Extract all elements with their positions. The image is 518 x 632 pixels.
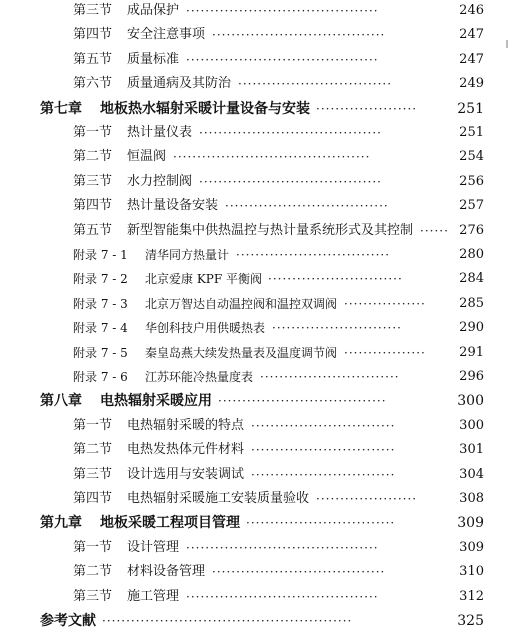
toc-entry-title: 秦皇岛燕大续发热量表及温度调节阀 bbox=[145, 345, 338, 360]
toc-dot-leader: ········································· bbox=[173, 150, 371, 165]
toc-entry-number: 第六节 bbox=[73, 76, 113, 92]
toc-chapter-row bbox=[0, 390, 518, 412]
toc-entry-number: 第七章 bbox=[40, 100, 82, 117]
toc-page-number: 291 bbox=[459, 344, 484, 360]
toc-dot-leader: ················· bbox=[344, 345, 426, 360]
toc-dot-leader: ······························ bbox=[251, 443, 396, 458]
toc-dot-leader: ········································ bbox=[186, 589, 379, 604]
toc-page-number: 284 bbox=[459, 271, 484, 287]
toc-page-number: 256 bbox=[459, 173, 484, 189]
toc-entry-title: 设计管理 bbox=[127, 539, 180, 555]
toc-page-number: 254 bbox=[459, 149, 484, 165]
toc-dot-leader: ····················· bbox=[316, 101, 418, 116]
toc-page-number: 301 bbox=[459, 442, 484, 458]
toc-entry-title: 新型智能集中供热温控与热计量系统形式及其控制 bbox=[127, 222, 414, 238]
toc-entry-title: 北京爱康 KPF 平衡阀 bbox=[145, 272, 262, 287]
toc-entry-title: 电热辐射采暖的特点 bbox=[127, 417, 245, 433]
toc-entry-number: 第三节 bbox=[73, 3, 113, 18]
toc-entry-title: 参考文献 bbox=[40, 613, 96, 629]
toc-chapter-row bbox=[0, 98, 518, 120]
toc-entry-number: 第五节 bbox=[73, 51, 113, 67]
toc-entry-title: 华创科技户用供暖热表 bbox=[145, 321, 266, 336]
toc-page-number: 296 bbox=[459, 369, 484, 384]
toc-entry-row bbox=[0, 586, 518, 608]
toc-page-number: 308 bbox=[459, 491, 484, 506]
toc-page-number: 247 bbox=[459, 27, 484, 43]
toc-entry-row bbox=[0, 73, 518, 95]
toc-entry-number: 第八章 bbox=[40, 393, 82, 410]
toc-entry-number: 第九章 bbox=[40, 515, 82, 532]
toc-dot-leader: ······························· bbox=[246, 516, 396, 531]
toc-entry-row bbox=[0, 342, 518, 364]
toc-page-number: 257 bbox=[459, 198, 484, 214]
toc-dot-leader: ···································· bbox=[212, 28, 386, 43]
toc-entry-number: 附录 7 - 2 bbox=[73, 272, 128, 287]
toc-entry-title: 水力控制阀 bbox=[127, 173, 193, 189]
toc-dot-leader: ···································· bbox=[212, 565, 386, 580]
toc-page-number: 247 bbox=[459, 51, 484, 67]
toc-page-number: 290 bbox=[459, 320, 484, 336]
toc-entry-row bbox=[0, 488, 518, 510]
toc-entry-row bbox=[0, 415, 518, 437]
toc-entry-title: 电热辐射采暖应用 bbox=[100, 393, 212, 410]
toc-entry-title: 设计选用与安装调试 bbox=[127, 466, 245, 482]
toc-page-number: 249 bbox=[459, 76, 484, 92]
toc-entry-row bbox=[0, 49, 518, 71]
toc-page-number: 304 bbox=[459, 466, 484, 482]
toc-entry-title: 质量通病及其防治 bbox=[127, 76, 232, 92]
toc-entry-number: 第三节 bbox=[73, 588, 113, 604]
toc-entry-row bbox=[0, 220, 518, 242]
toc-page-number: 325 bbox=[457, 613, 484, 629]
toc-entry-title: 热计量设备安装 bbox=[127, 198, 219, 214]
toc-entry-number: 第二节 bbox=[73, 149, 113, 165]
toc-entry-number: 第二节 bbox=[73, 564, 113, 580]
toc-entry-number: 第四节 bbox=[73, 491, 113, 506]
toc-dot-leader: ······································ bbox=[199, 126, 382, 140]
toc-page-number: 285 bbox=[459, 295, 484, 311]
toc-entry-title: 地板采暖工程项目管理 bbox=[100, 515, 240, 532]
toc-entry-number: 附录 7 - 6 bbox=[73, 370, 128, 384]
toc-entry-title: 电热辐射采暖施工安装质量验收 bbox=[127, 491, 310, 506]
toc-entry-row bbox=[0, 439, 518, 461]
toc-page-number: 251 bbox=[457, 100, 484, 117]
toc-dot-leader: ································ bbox=[236, 248, 391, 262]
toc-entry-number: 第三节 bbox=[73, 466, 113, 482]
toc-entry-number: 附录 7 - 4 bbox=[73, 321, 128, 336]
toc-entry-row bbox=[0, 561, 518, 583]
toc-dot-leader: ·································· bbox=[225, 199, 389, 214]
toc-page-number: 312 bbox=[459, 588, 484, 604]
toc-dot-leader: ····························· bbox=[260, 370, 400, 384]
toc-dot-leader: ······························ bbox=[251, 418, 396, 433]
toc-dot-leader: ················· bbox=[344, 296, 426, 311]
toc-page-number: 246 bbox=[459, 3, 484, 18]
toc-entry-title: 电热发热体元件材料 bbox=[127, 442, 245, 458]
toc-entry-number: 第五节 bbox=[73, 222, 113, 238]
toc-entry-number: 第二节 bbox=[73, 442, 113, 458]
toc-dot-leader: ···················································· bbox=[102, 614, 353, 628]
toc-page-number: 280 bbox=[459, 247, 484, 262]
toc-entry-row bbox=[0, 317, 518, 339]
toc-entry-title: 成品保护 bbox=[127, 3, 180, 18]
toc-page-number: 276 bbox=[459, 222, 484, 238]
toc-entry-number: 第四节 bbox=[73, 27, 113, 43]
toc-references-row bbox=[0, 610, 518, 632]
toc-entry-number: 附录 7 - 1 bbox=[73, 248, 128, 262]
toc-dot-leader: ································ bbox=[238, 77, 393, 92]
toc-entry-row bbox=[0, 244, 518, 266]
toc-entry-row bbox=[0, 24, 518, 46]
toc-page-number: 309 bbox=[459, 539, 484, 555]
toc-entry-row bbox=[0, 366, 518, 388]
toc-page-number: 251 bbox=[459, 125, 484, 140]
toc-entry-title: 材料设备管理 bbox=[127, 564, 206, 580]
toc-dot-leader: ··························· bbox=[272, 321, 402, 336]
toc-entry-title: 施工管理 bbox=[127, 588, 180, 604]
toc-entry-number: 附录 7 - 5 bbox=[73, 345, 128, 360]
toc-entry-row bbox=[0, 293, 518, 315]
toc-entry-row bbox=[0, 122, 518, 144]
toc-entry-number: 附录 7 - 3 bbox=[73, 296, 128, 311]
toc-entry-row bbox=[0, 0, 518, 22]
toc-dot-leader: ······························ bbox=[251, 467, 396, 482]
toc-entry-row bbox=[0, 464, 518, 486]
toc-page-number: 310 bbox=[459, 564, 484, 580]
toc-dot-leader: ········································ bbox=[186, 540, 379, 555]
toc-entry-row bbox=[0, 146, 518, 168]
toc-entry-title: 热计量仪表 bbox=[127, 125, 193, 140]
toc-entry-row bbox=[0, 195, 518, 217]
toc-entry-number: 第一节 bbox=[73, 125, 113, 140]
toc-entry-row bbox=[0, 171, 518, 193]
toc-entry-title: 恒温阀 bbox=[127, 149, 167, 165]
toc-entry-number: 第四节 bbox=[73, 198, 113, 214]
toc-page-number: 300 bbox=[457, 393, 484, 410]
toc-entry-title: 质量标准 bbox=[127, 51, 180, 67]
toc-dot-leader: ········································ bbox=[186, 52, 379, 67]
toc-dot-leader: ··································· bbox=[218, 394, 387, 409]
toc-entry-title: 北京万智达自动温控阀和温控双调阀 bbox=[145, 296, 338, 311]
toc-dot-leader: ···························· bbox=[268, 272, 403, 287]
toc-entry-title: 安全注意事项 bbox=[127, 27, 206, 43]
toc-entry-number: 第一节 bbox=[73, 417, 113, 433]
toc-entry-title: 江苏环能冷热量度表 bbox=[145, 370, 254, 384]
toc-dot-leader: ······ bbox=[420, 223, 449, 238]
toc-entry-title: 清华同方热量计 bbox=[145, 248, 230, 262]
toc-entry-title: 地板热水辐射采暖计量设备与安装 bbox=[100, 100, 310, 117]
toc-chapter-row bbox=[0, 512, 518, 534]
toc-page-number: 309 bbox=[457, 515, 484, 532]
toc-dot-leader: ········································ bbox=[186, 4, 379, 18]
toc-dot-leader: ····················· bbox=[316, 492, 418, 506]
toc-entry-row bbox=[0, 537, 518, 559]
toc-entry-row bbox=[0, 268, 518, 290]
toc-entry-number: 第三节 bbox=[73, 173, 113, 189]
toc-entry-number: 第一节 bbox=[73, 539, 113, 555]
toc-page-number: 300 bbox=[459, 417, 484, 433]
toc-dot-leader: ······································ bbox=[199, 174, 382, 189]
